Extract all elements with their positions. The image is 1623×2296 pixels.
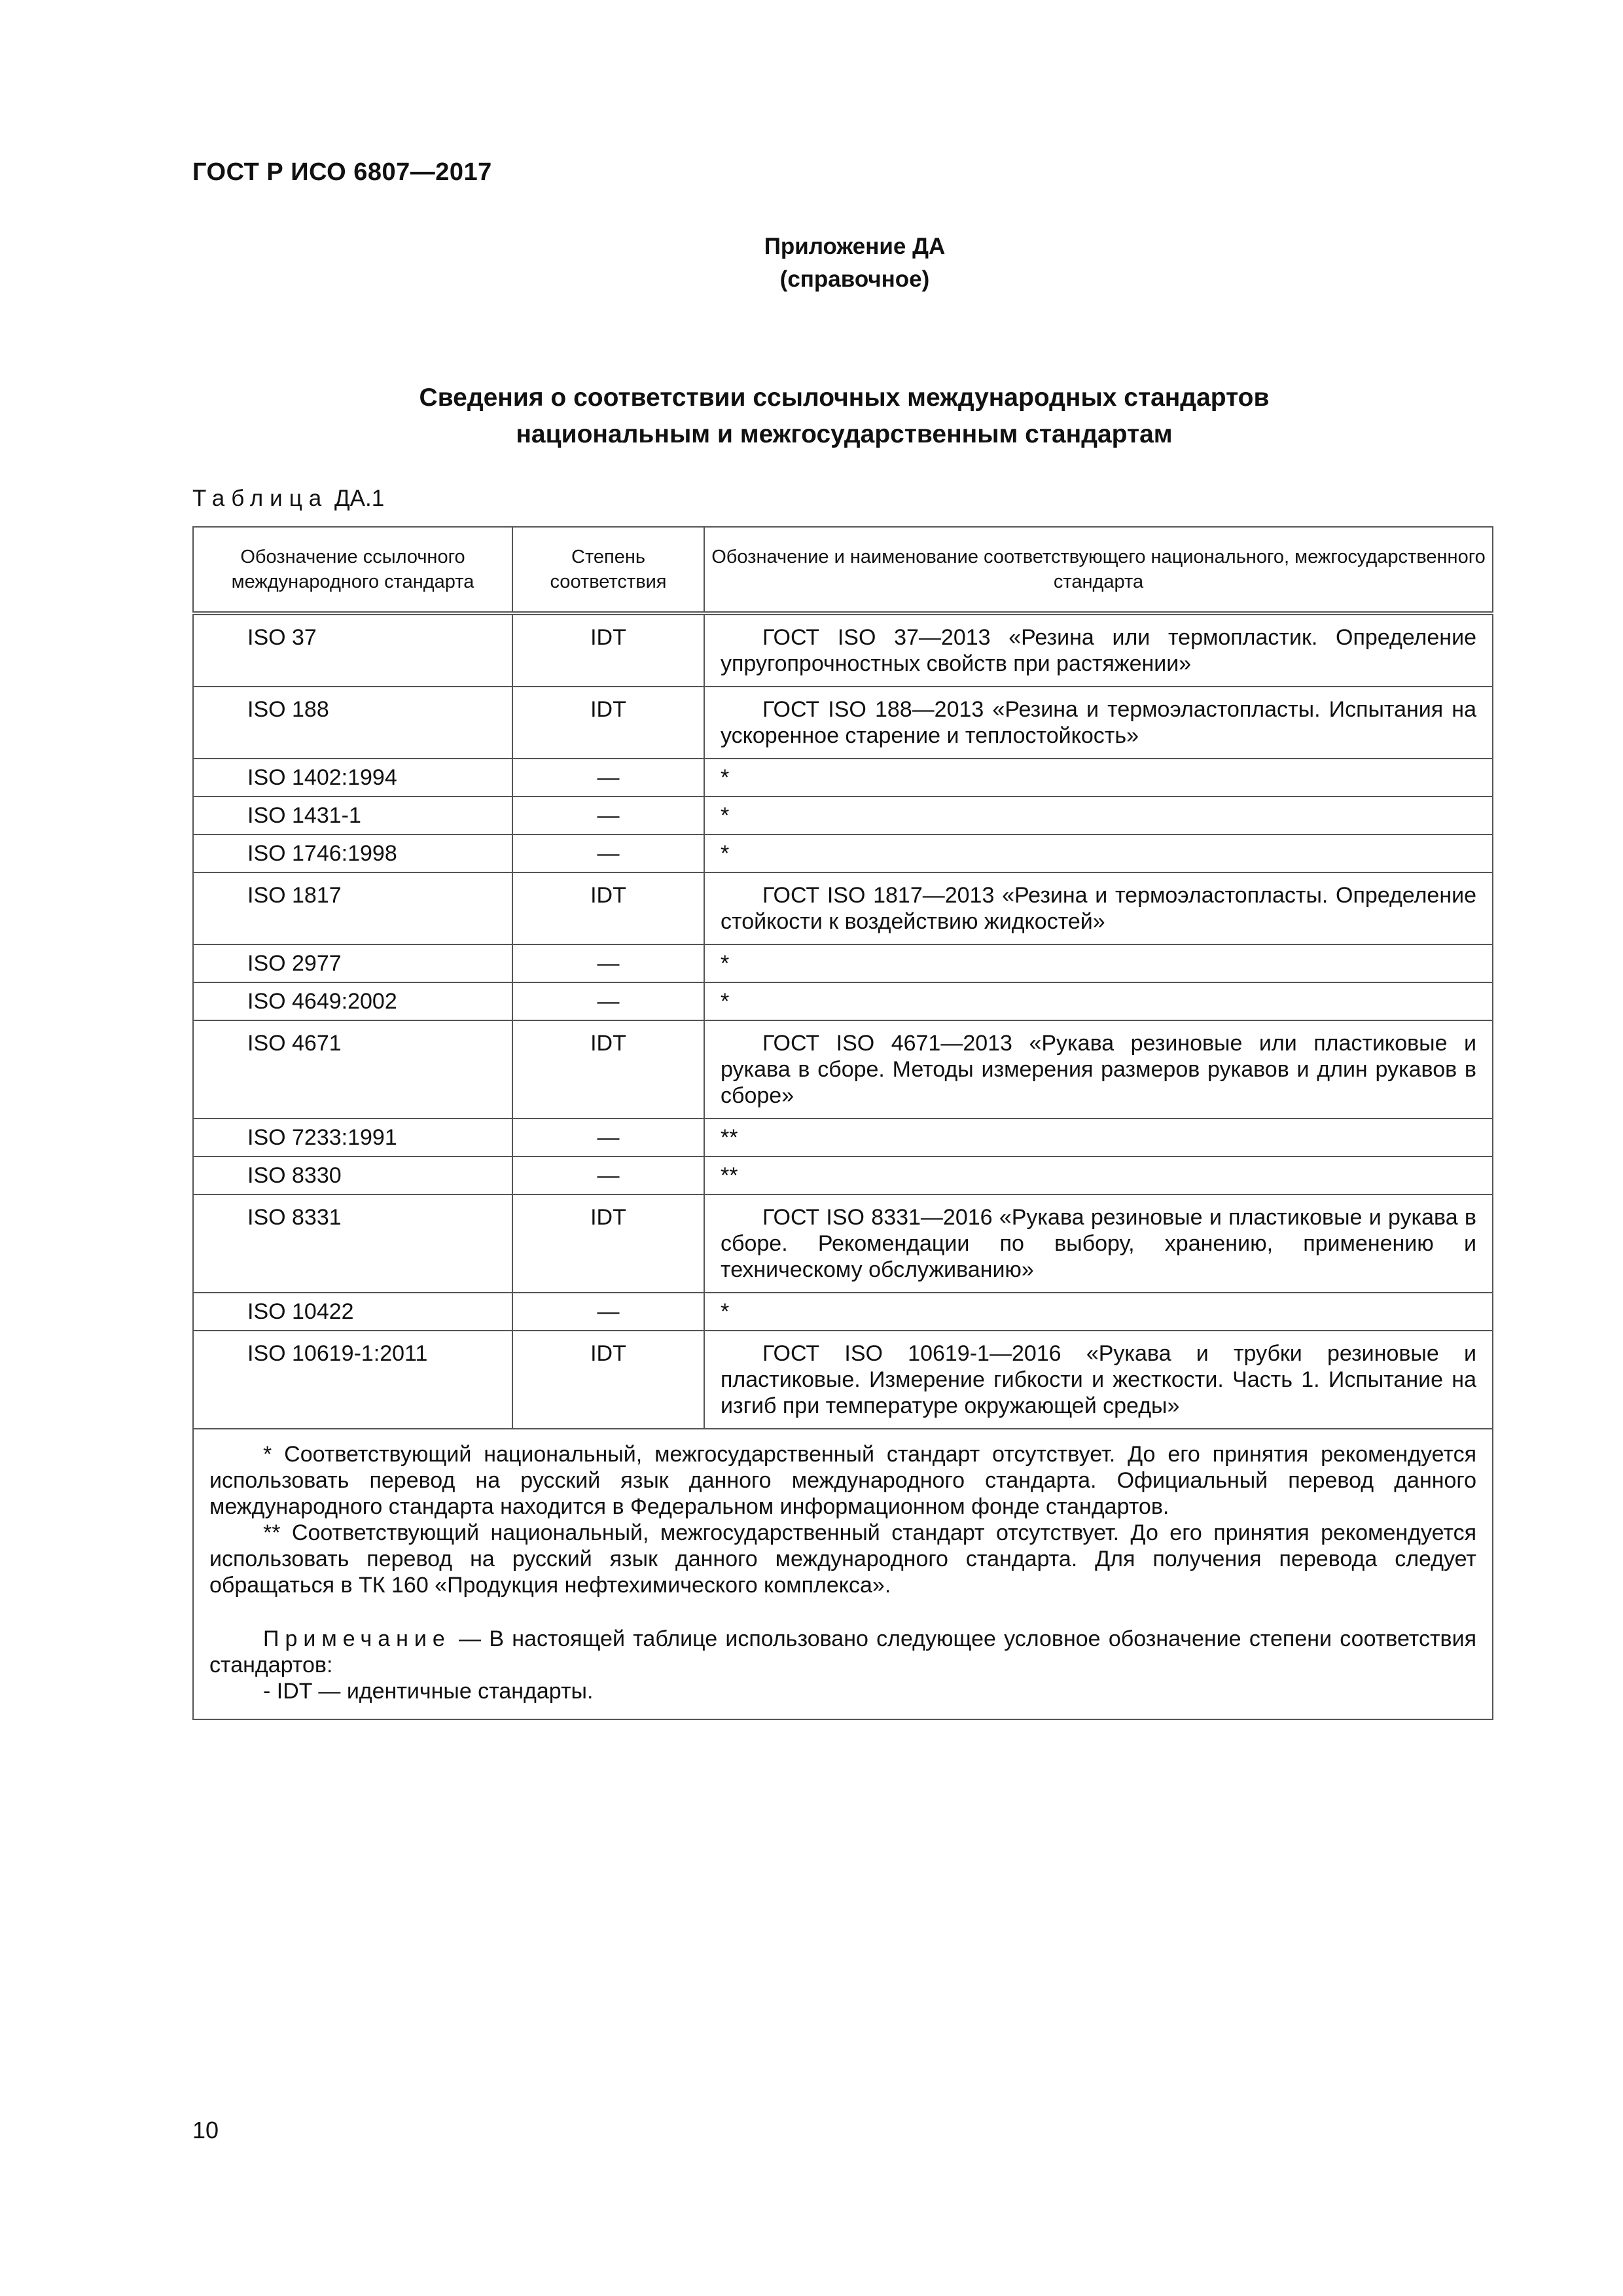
- note-text: — В настоящей таблице использовано следующее условное обозначение степени соответствия стандартов:: [209, 1626, 1476, 1677]
- degree-of-conformity-cell: IDT: [512, 872, 704, 944]
- table-row: [193, 872, 1493, 944]
- international-standard-cell: ISO 10619-1:2011: [193, 1331, 512, 1429]
- degree-of-conformity-cell: —: [512, 1293, 704, 1331]
- table-row: [193, 1194, 1493, 1293]
- international-standard-cell: ISO 1402:1994: [193, 759, 512, 797]
- international-standard-cell: ISO 1431-1: [193, 797, 512, 834]
- section-title-line-2: национальным и межгосударственным стандартам: [516, 420, 1173, 448]
- international-standard-cell: ISO 10422: [193, 1293, 512, 1331]
- international-standard-cell: ISO 2977: [193, 944, 512, 982]
- national-standard-text: ГОСТ ISO 188—2013 «Резина и термоэластопласты. Испытания на ускоренное старение и теплостойкость»: [721, 697, 1476, 748]
- national-standard-cell: [704, 1194, 1493, 1293]
- table-notes-row: [193, 1429, 1493, 1719]
- national-standard-cell: *: [704, 1293, 1493, 1331]
- degree-of-conformity-cell: —: [512, 834, 704, 872]
- international-standard-cell: ISO 37: [193, 613, 512, 687]
- national-standard-cell: [704, 872, 1493, 944]
- footnote-single-star: * Соответствующий национальный, межгосударственный стандарт отсутствует. До его принятия рекомендуется использовать перевод на русский язык данного международного стандарта. Официальный перевод данного международного стандарта находится в Федеральном информационном фонде стандартов.: [209, 1442, 1476, 1519]
- degree-of-conformity-cell: IDT: [512, 1194, 704, 1293]
- international-standard-cell: ISO 4671: [193, 1020, 512, 1119]
- table-row: [193, 1293, 1493, 1331]
- table-note: [209, 1626, 1476, 1704]
- table-row: [193, 687, 1493, 759]
- national-standard-cell: *: [704, 759, 1493, 797]
- table-header-row: [193, 527, 1493, 613]
- degree-of-conformity-cell: —: [512, 759, 704, 797]
- table-caption: [192, 486, 384, 512]
- header-national-standard: Обозначение и наименование соответствующего национального, межгосударственного стандарта: [704, 527, 1493, 613]
- standards-table: [192, 526, 1493, 1720]
- section-title: [196, 380, 1492, 453]
- table-row: [193, 613, 1493, 687]
- footnote-double-star: ** Соответствующий национальный, межгосударственный стандарт отсутствует. До его принятия рекомендуется использовать перевод на русский язык данного международного стандарта. Для получения перевода следует обращаться в ТК 160 «Продукция нефтехимического комплекса».: [209, 1520, 1476, 1598]
- table-caption-label: Таблица: [192, 486, 329, 511]
- national-standard-cell: **: [704, 1157, 1493, 1194]
- note-label: Примечание: [263, 1626, 451, 1651]
- table-row: [193, 1157, 1493, 1194]
- header-international-standard: Обозначение ссылочного международного стандарта: [193, 527, 512, 613]
- table-row: [193, 1119, 1493, 1157]
- degree-of-conformity-cell: —: [512, 797, 704, 834]
- table-row: [193, 1020, 1493, 1119]
- national-standard-cell: *: [704, 797, 1493, 834]
- national-standard-text: ГОСТ ISO 10619-1—2016 «Рукава и трубки резиновые и пластиковые. Измерение гибкости и жесткости. Часть 1. Испытание на изгиб при температуре окружающей среды»: [721, 1341, 1476, 1418]
- table-row: [193, 759, 1493, 797]
- degree-of-conformity-cell: IDT: [512, 687, 704, 759]
- table-row: [193, 797, 1493, 834]
- table-row: [193, 834, 1493, 872]
- national-standard-cell: [704, 687, 1493, 759]
- table-row: [193, 982, 1493, 1020]
- table-row: [193, 1331, 1493, 1429]
- table-row: [193, 944, 1493, 982]
- annex-status: (справочное): [779, 266, 930, 292]
- national-standard-text: ГОСТ ISO 4671—2013 «Рукава резиновые или пластиковые и рукава в сборе. Методы измерения размеров рукавов и длин рукавов в сборе»: [721, 1031, 1476, 1108]
- header-degree-of-conformity: Степень соответствия: [512, 527, 704, 613]
- international-standard-cell: ISO 1817: [193, 872, 512, 944]
- degree-of-conformity-cell: —: [512, 982, 704, 1020]
- international-standard-cell: ISO 188: [193, 687, 512, 759]
- degree-of-conformity-cell: IDT: [512, 613, 704, 687]
- national-standard-cell: [704, 1020, 1493, 1119]
- note-paragraph: [209, 1626, 1476, 1678]
- national-standard-cell: **: [704, 1119, 1493, 1157]
- annex-heading: [0, 230, 1623, 296]
- international-standard-cell: ISO 1746:1998: [193, 834, 512, 872]
- national-standard-cell: *: [704, 944, 1493, 982]
- international-standard-cell: ISO 8330: [193, 1157, 512, 1194]
- document-code: ГОСТ Р ИСО 6807—2017: [192, 158, 492, 186]
- table-body: [193, 613, 1493, 1429]
- degree-of-conformity-cell: IDT: [512, 1020, 704, 1119]
- section-title-line-1: Сведения о соответствии ссылочных международных стандартов: [419, 384, 1270, 412]
- national-standard-cell: [704, 613, 1493, 687]
- page-number: 10: [192, 2117, 219, 2144]
- table-caption-number: ДА.1: [334, 486, 385, 511]
- national-standard-cell: [704, 1331, 1493, 1429]
- degree-of-conformity-cell: IDT: [512, 1331, 704, 1429]
- national-standard-text: ГОСТ ISO 37—2013 «Резина или термопластик. Определение упругопрочностных свойств при растяжении»: [721, 625, 1476, 676]
- table-notes-cell: [193, 1429, 1493, 1719]
- degree-of-conformity-cell: —: [512, 944, 704, 982]
- annex-title: Приложение ДА: [764, 234, 946, 259]
- national-standard-cell: *: [704, 982, 1493, 1020]
- national-standard-text: ГОСТ ISO 8331—2016 «Рукава резиновые и пластиковые и рукава в сборе. Рекомендации по выбору, хранению, применению и техническому обслуживанию»: [721, 1205, 1476, 1282]
- national-standard-text: ГОСТ ISO 1817—2013 «Резина и термоэластопласты. Определение стойкости к воздействию жидкостей»: [721, 883, 1476, 934]
- international-standard-cell: ISO 7233:1991: [193, 1119, 512, 1157]
- national-standard-cell: *: [704, 834, 1493, 872]
- degree-of-conformity-cell: —: [512, 1119, 704, 1157]
- note-list-item: - IDT — идентичные стандарты.: [263, 1679, 594, 1704]
- degree-of-conformity-cell: —: [512, 1157, 704, 1194]
- international-standard-cell: ISO 8331: [193, 1194, 512, 1293]
- international-standard-cell: ISO 4649:2002: [193, 982, 512, 1020]
